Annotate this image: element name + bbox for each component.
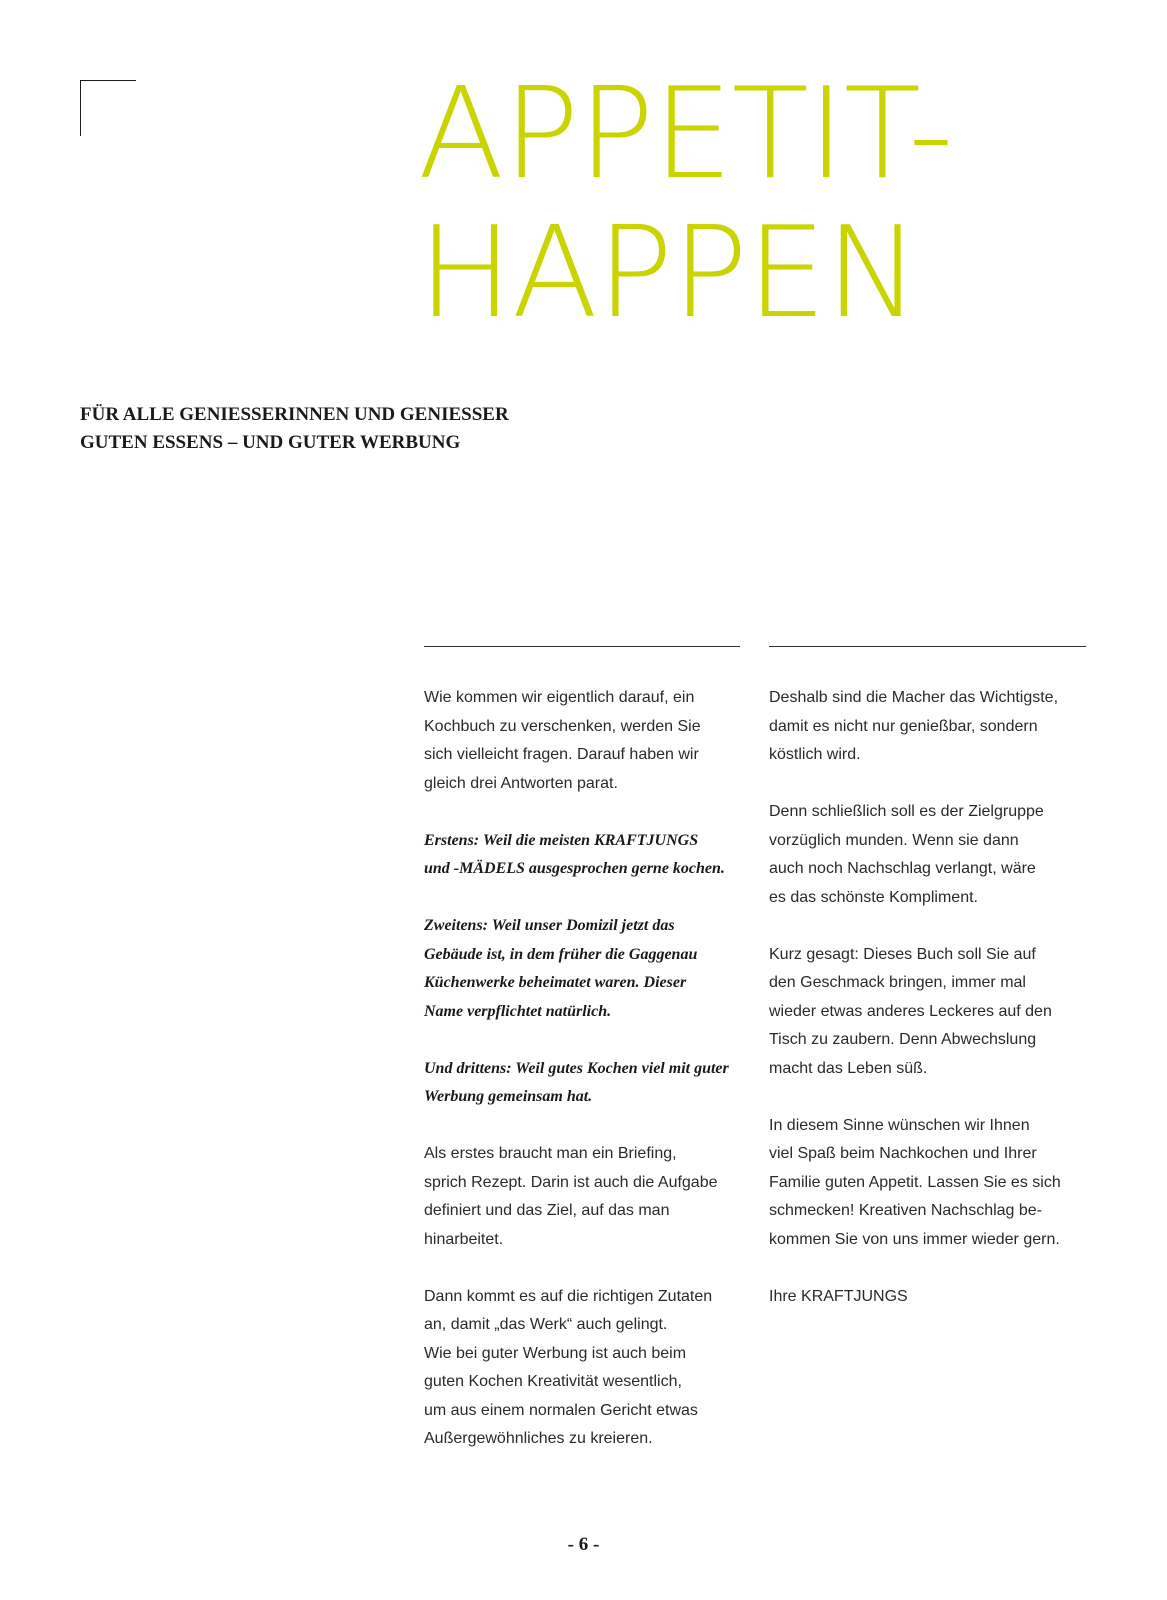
text-line: Als erstes braucht man ein Briefing, [424, 1145, 677, 1162]
text-line: es das schönste Kompliment. [769, 888, 978, 906]
text-line: Kurz gesagt: Dieses Buch soll Sie auf [769, 945, 1036, 963]
text-line: wieder etwas anderes Leckeres auf den [769, 1002, 1052, 1020]
text-line: hinarbeitet. [424, 1230, 504, 1248]
text-line: sprich Rezept. Darin ist auch die Aufgabe [424, 1173, 718, 1191]
title-line-2: HAPPEN [418, 199, 919, 346]
text-line: Deshalb sind die Macher das Wichtigste, [769, 689, 1059, 706]
text-line: guten Kochen Kreativität wesentlich, [424, 1373, 682, 1390]
paragraph-signature [769, 1283, 1099, 1312]
text-line: Und drittens: Weil gutes Kochen viel mit guter [424, 1059, 729, 1077]
paragraph-summary [769, 941, 1099, 1084]
text-line: Dann kommt es auf die richtigen Zutaten [424, 1287, 713, 1305]
text-line: Familie guten Appetit. Lassen Sie es sich [769, 1173, 1061, 1191]
text-line: damit es nicht nur genießbar, sondern [769, 717, 1038, 735]
text-line: Erstens: Weil die meisten KRAFTJUNGS [424, 831, 699, 849]
text-line: kommen Sie von uns immer wieder gern. [769, 1230, 1060, 1248]
text-line: sich vielleicht fragen. Darauf haben wir [424, 746, 699, 763]
text-line: köstlich wird. [769, 746, 861, 763]
text-line: und -MÄDELS ausgesprochen gerne kochen. [424, 860, 725, 877]
subtitle-line-2: GUTEN ESSENS – UND GUTER WERBUNG [80, 432, 461, 453]
text-line: Wie kommen wir eigentlich darauf, ein [424, 689, 695, 706]
text-line: gleich drei Antworten parat. [424, 774, 618, 792]
paragraph-briefing [424, 1140, 754, 1254]
paragraph-reason-three [424, 1055, 754, 1112]
text-line: Denn schließlich soll es der Zielgruppe [769, 803, 1044, 820]
text-line: vorzüglich munden. Wenn sie dann [769, 831, 1019, 849]
text-line: an, damit „das Werk“ auch gelingt. [424, 1316, 668, 1333]
paragraph-intro [424, 684, 754, 798]
page-number: - 6 - [567, 1534, 600, 1555]
text-line: In diesem Sinne wünschen wir Ihnen [769, 1116, 1030, 1134]
right-column-divider [769, 646, 1086, 647]
right-text-column [769, 684, 1099, 1340]
text-line: Kochbuch zu verschenken, werden Sie [424, 717, 701, 735]
text-line: auch noch Nachschlag verlangt, wäre [769, 860, 1036, 877]
text-line: Tisch zu zaubern. Denn Abwechslung [769, 1031, 1037, 1048]
text-line: schmecken! Kreativen Nachschlag be- [769, 1202, 1043, 1219]
text-line: den Geschmack bringen, immer mal [769, 974, 1026, 991]
title-line-1: APPETIT- [418, 60, 953, 207]
left-text-column [424, 684, 754, 1482]
subtitle-line-1: FÜR ALLE GENIESSERINNEN UND GENIESSER [80, 404, 509, 425]
paragraph-makers [769, 684, 1099, 770]
page-subtitle [80, 401, 509, 457]
text-line: um aus einem normalen Gericht etwas [424, 1401, 698, 1419]
text-line: Zweitens: Weil unser Domizil jetzt das [424, 917, 675, 934]
text-line: Außergewöhnliches zu kreieren. [424, 1430, 653, 1447]
text-line: Wie bei guter Werbung ist auch beim [424, 1344, 687, 1362]
paragraph-target-group [769, 798, 1099, 912]
paragraph-reason-two [424, 912, 754, 1026]
text-line: macht das Leben süß. [769, 1059, 928, 1077]
paragraph-reason-one [424, 827, 754, 884]
page-title [418, 60, 953, 346]
text-line: Name verpflichtet natürlich. [424, 1002, 612, 1020]
text-line: Ihre KRAFTJUNGS [769, 1287, 908, 1305]
left-column-divider [424, 646, 740, 647]
text-line: Gebäude ist, in dem früher die Gaggenau [424, 945, 698, 963]
text-line: Werbung gemeinsam hat. [424, 1088, 593, 1105]
corner-crop-mark [80, 80, 136, 136]
paragraph-ingredients [424, 1283, 754, 1454]
paragraph-wishes [769, 1112, 1099, 1255]
text-line: viel Spaß beim Nachkochen und Ihrer [769, 1145, 1037, 1162]
text-line: definiert und das Ziel, auf das man [424, 1202, 670, 1219]
text-line: Küchenwerke beheimatet waren. Dieser [424, 974, 687, 991]
